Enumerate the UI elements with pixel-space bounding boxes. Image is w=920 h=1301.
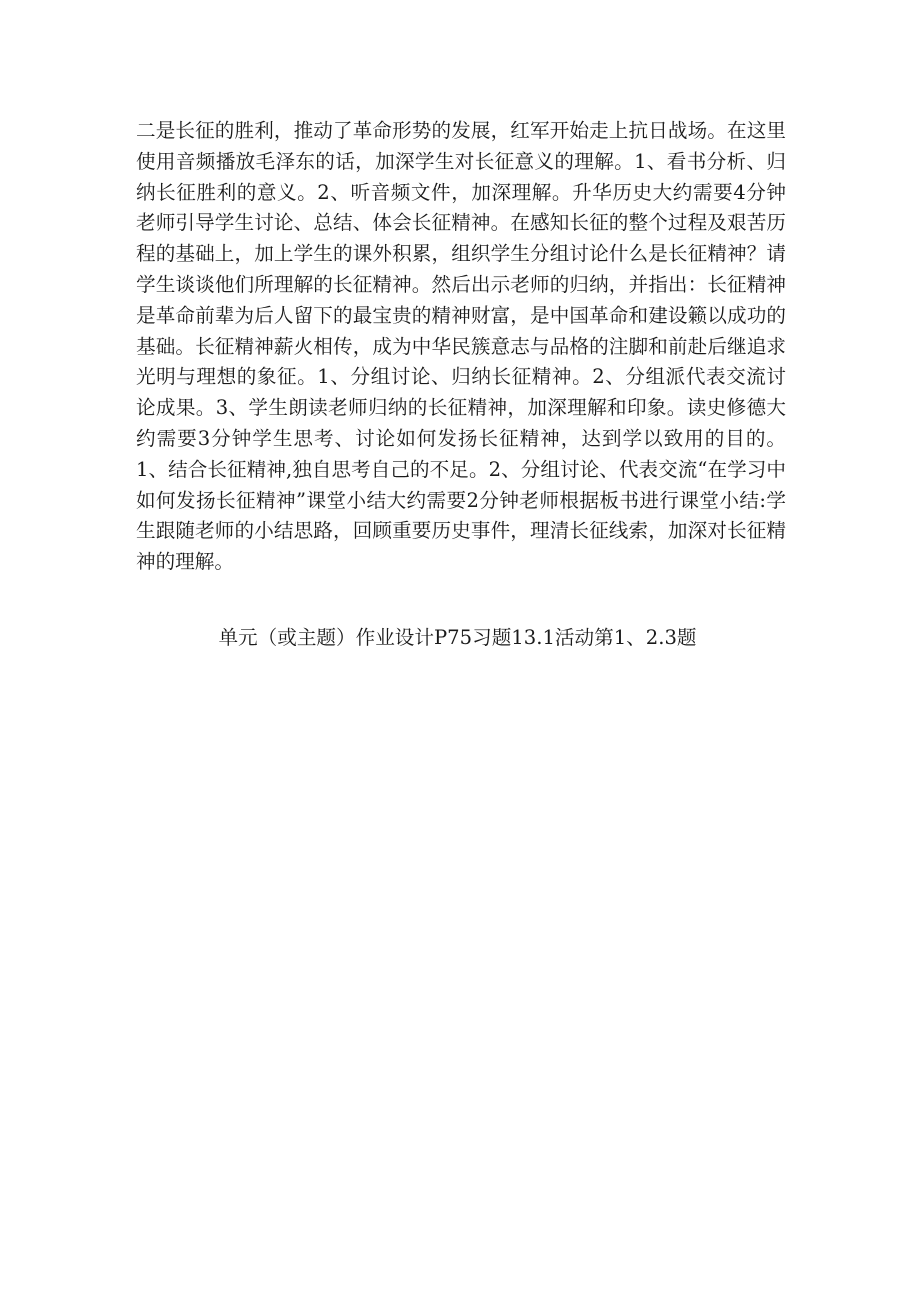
body-paragraph: 二是长征的胜利，推动了革命形势的发展，红军开始走上抗日战场。在这里使用音频播放毛泽东的话，加深学生对长征意义的理解。1、看书分析、归纳长征胜利的意义。2、听音频文件，加深理解。升华历史大约需要4分钟老师引导学生讨论、总结、体会长征精神。在感知长征的整个过程及艰苦历程的基础上，加上学生的课外积累，组织学生分组讨论什么是长征精神？请学生谈谈他们所理解的长征精神。然后出示老师的归纳，并指出：长征精神是革命前辈为后人留下的最宝贵的精神财富，是中国革命和建设籁以成功的基础。长征精神薪火相传，成为中华民簇意志与品格的注脚和前赴后继追求光明与理想的象征。1、分组讨论、归纳长征精神。2、分组派代表交流讨论成果。3、学生朗读老师归纳的长征精神，加深理解和印象。读史修德大约需要3分钟学生思考、讨论如何发扬长征精神，达到学以致用的目的。1、结合长征精神,独自思考自己的不足。2、分组讨论、代表交流“在学习中如何发扬长征精神”课堂小结大约需要2分钟老师根据板书进行课堂小结:学生跟随老师的小结思路，回顾重要历史事件，理清长征线索，加深对长征精神的理解。	[136, 119, 786, 574]
homework-design-text: 单元（或主题）作业设计P75习题13.1活动第1、2.3题	[218, 626, 697, 649]
homework-design-line	[0, 623, 920, 653]
